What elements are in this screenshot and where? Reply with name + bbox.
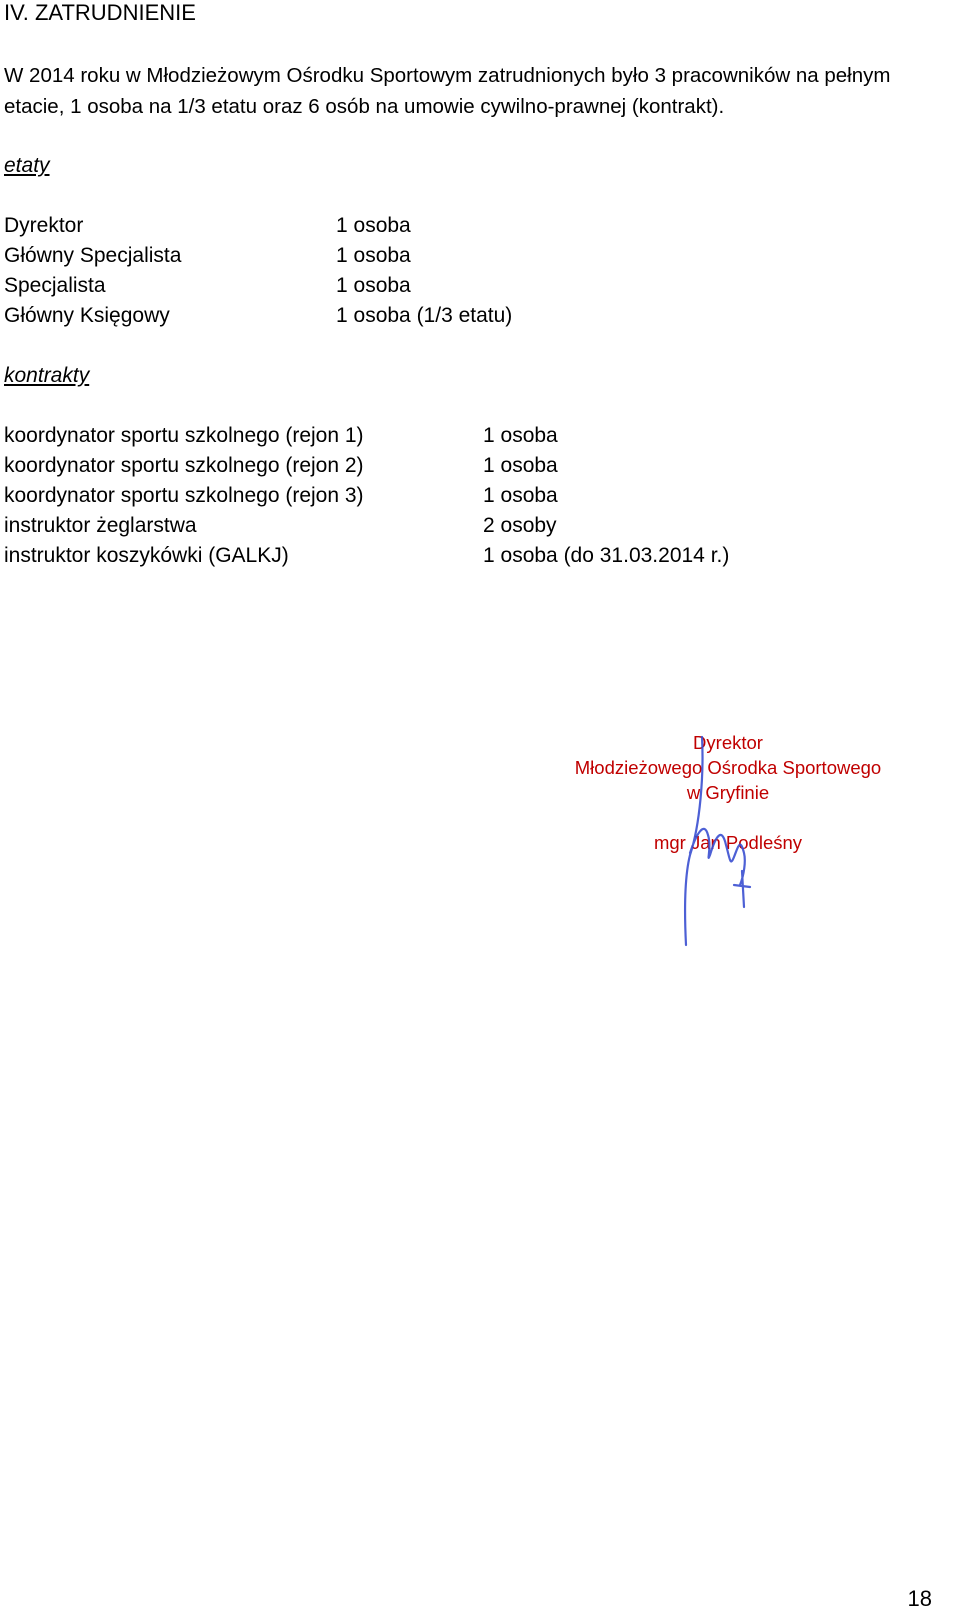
row-value: 1 osoba (336, 214, 411, 237)
row-label: instruktor żeglarstwa (4, 514, 197, 537)
signature-location: w Gryfinie (686, 782, 770, 803)
row-value: 1 osoba (483, 484, 558, 507)
row-value: 1 osoba (336, 274, 411, 297)
row-value: 1 osoba (483, 424, 558, 447)
row-label: koordynator sportu szkolnego (rejon 1) (4, 424, 364, 447)
row-value: 1 osoba (1/3 etatu) (336, 304, 513, 327)
etaty-title: etaty (4, 154, 50, 177)
signature-title: Dyrektor (693, 732, 763, 753)
row-value: 1 osoba (483, 454, 558, 477)
signature-name: mgr Jan Podleśny (653, 832, 803, 853)
kontrakty-title: kontrakty (4, 364, 90, 387)
row-label: Specjalista (4, 274, 106, 297)
row-label: Dyrektor (4, 214, 84, 237)
signature-institution: Młodzieżowego Ośrodka Sportowego (574, 757, 882, 778)
page-number: 18 (907, 1586, 932, 1611)
handwritten-signature (660, 735, 780, 950)
row-label: Główny Księgowy (4, 304, 170, 327)
row-label: koordynator sportu szkolnego (rejon 2) (4, 454, 364, 477)
row-label: koordynator sportu szkolnego (rejon 3) (4, 484, 364, 507)
row-label: Główny Specjalista (4, 244, 182, 267)
intro-paragraph: W 2014 roku w Młodzieżowym Ośrodku Sportowym zatrudnionych było 3 pracowników na pełnym etacie, 1 osoba na 1/3 etatu oraz 6 osób na umowie cywilno-prawnej (kontrakt). (4, 64, 891, 118)
row-label: instruktor koszykówki (GALKJ) (4, 544, 289, 567)
row-value: 1 osoba (336, 244, 411, 267)
row-value: 1 osoba (do 31.03.2014 r.) (483, 544, 730, 567)
section-heading: IV. ZATRUDNIENIE (4, 0, 196, 25)
row-value: 2 osoby (483, 514, 557, 537)
